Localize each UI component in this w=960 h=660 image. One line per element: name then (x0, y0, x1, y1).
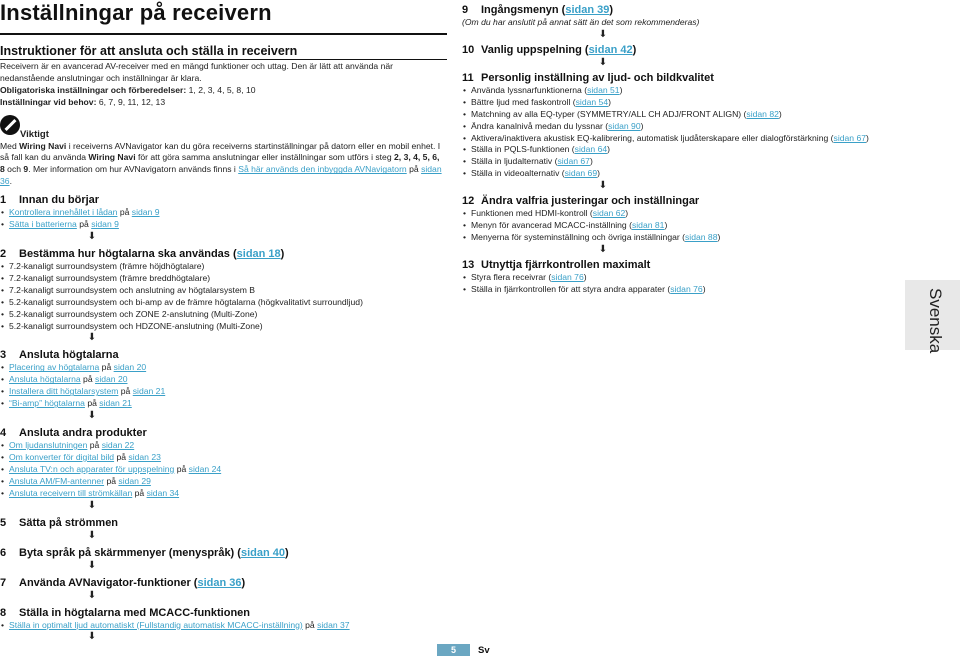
step-list (0, 261, 446, 332)
page-link[interactable]: sidan 82 (746, 108, 779, 119)
step-list (462, 208, 902, 244)
step-heading-6 (0, 547, 446, 560)
important-icon (0, 115, 20, 135)
step-number: 3 (0, 349, 7, 362)
link-connector: på (84, 398, 100, 409)
list-item (462, 109, 902, 121)
step-number: 11 (462, 71, 474, 84)
down-arrow-icon: ⬇ (87, 589, 97, 601)
item-text: 5.2-kanaligt surroundsystem och HDZONE-anslutning (Multi-Zone) (9, 320, 263, 331)
language-code: Sv (478, 644, 490, 656)
step-number: 1 (0, 194, 7, 207)
page-link[interactable]: sidan 54 (575, 96, 609, 107)
step-title: Ingångsmenyn ( (481, 4, 566, 16)
down-arrow-icon: ⬇ (598, 243, 608, 255)
item-text: 5.2-kanaligt surroundsystem och ZONE 2-anslutning (Multi-Zone) (9, 308, 258, 319)
link-connector: på (117, 207, 132, 218)
link-connector: på (114, 451, 129, 462)
as-needed-steps: 6, 7, 9, 11, 12, 13 (98, 96, 166, 107)
step-number: 12 (462, 195, 475, 208)
step-number: 13 (462, 258, 475, 271)
page-link[interactable]: sidan 76 (551, 271, 584, 282)
step-page-link[interactable]: sidan 39 (565, 4, 610, 16)
step-page-link[interactable]: sidan 40 (240, 546, 285, 559)
item-close: ) (589, 156, 593, 167)
page-link[interactable]: sidan 51 (587, 84, 620, 95)
page-link[interactable]: sidan 36 (0, 164, 442, 187)
step-page-link[interactable]: sidan 18 (236, 247, 281, 260)
list-item (0, 219, 446, 231)
item-text: Matchning av alla EQ-typer (SYMMETRY/ALL CH ADJ/FRONT ALIGN) ( (471, 108, 747, 119)
down-arrow-icon: ⬇ (87, 529, 97, 541)
page-number: 5 (437, 644, 470, 656)
item-text: Bättre ljud med faskontroll ( (471, 96, 576, 107)
list-item (0, 440, 446, 452)
link-connector: på (104, 475, 119, 486)
topic-link[interactable]: Ansluta högtalarna (9, 374, 81, 385)
left-steps (0, 194, 446, 642)
step-heading-10 (462, 44, 902, 57)
language-tab-label: Svenska (926, 288, 945, 354)
page-link[interactable]: sidan 9 (131, 207, 160, 218)
list-item (462, 284, 902, 296)
list-item (0, 452, 446, 464)
item-close: ) (866, 132, 869, 143)
page-link[interactable]: sidan 62 (592, 208, 626, 219)
subtitle-rule (0, 59, 447, 60)
step-title: Sätta på strömmen (19, 516, 119, 529)
page-link[interactable]: sidan 21 (132, 386, 166, 397)
list-item (0, 273, 446, 285)
step-title: Ändra valfria justeringar och inställningar (481, 195, 700, 208)
step-heading-1 (0, 194, 446, 207)
page-link[interactable]: sidan 67 (557, 156, 590, 167)
step-number: 5 (0, 516, 7, 529)
page-link[interactable]: sidan 37 (317, 619, 350, 630)
list-item (0, 285, 446, 297)
step-subtitle: (Om du har anslutit på annat sätt än det som rekommenderas) (462, 17, 700, 27)
item-text: 7.2-kanaligt surroundsystem (främre höjdhögtalare) (9, 260, 205, 271)
list-item (0, 297, 446, 309)
step-title: Byta språk på skärmmenyer (menyspråk) ( (19, 546, 241, 559)
step-heading-7 (0, 577, 446, 590)
note-title: Viktigt (20, 128, 49, 140)
avnavigator-link[interactable]: Så här används den inbyggda AVNavigatorn (238, 164, 407, 175)
step-list (0, 362, 446, 410)
step-heading-2 (0, 248, 446, 261)
list-item (0, 321, 446, 333)
step-heading-8 (0, 607, 446, 620)
list-item (0, 374, 446, 386)
item-close: ) (778, 108, 782, 119)
step-title-close: ) (241, 576, 246, 589)
required-steps: 1, 2, 3, 4, 5, 8, 10 (188, 84, 256, 95)
link-connector: på (99, 362, 114, 373)
page-link[interactable]: sidan 81 (631, 220, 665, 231)
down-arrow-icon: ⬇ (87, 230, 97, 242)
topic-link[interactable]: Placering av högtalarna (9, 362, 100, 373)
list-item (0, 620, 446, 632)
list-item (462, 168, 902, 180)
important-note (0, 115, 446, 189)
step-heading-3 (0, 349, 446, 362)
down-arrow-icon: ⬇ (87, 332, 97, 344)
link-connector: på (80, 374, 96, 385)
step-heading-9 (462, 4, 902, 17)
page-link[interactable]: sidan 34 (146, 487, 180, 498)
step-number: 7 (0, 576, 7, 589)
item-text: Menyn för avancerad MCACC-inställning ( (471, 220, 632, 231)
left-column (0, 61, 446, 642)
item-text: Ställa in PQLS-funktionen ( (471, 144, 575, 155)
topic-link[interactable]: Sätta i batterierna (9, 219, 77, 230)
topic-link[interactable]: Om konverter för digital bild (9, 451, 115, 462)
step-title-close: ) (284, 546, 289, 559)
list-item (0, 207, 446, 219)
step-number: 8 (0, 606, 7, 619)
list-item (462, 232, 902, 244)
list-item (0, 398, 446, 410)
step-title: Vanlig uppspelning ( (481, 43, 589, 56)
link-connector: på (76, 219, 92, 230)
language-tab (905, 280, 960, 354)
link-connector: på (132, 487, 147, 498)
step-page-link[interactable]: sidan 42 (588, 43, 633, 56)
step-heading-13 (462, 259, 902, 272)
page-link[interactable]: sidan 23 (128, 451, 161, 462)
step-title: Använda AVNavigator-funktioner ( (19, 576, 198, 589)
link-connector: på (118, 386, 133, 397)
topic-link[interactable]: Kontrollera innehållet i lådan (9, 207, 118, 218)
list-item (462, 220, 902, 232)
step-title: Personlig inställning av ljud- och bildkvalitet (481, 71, 714, 84)
step-number: 2 (0, 247, 7, 260)
step-number: 10 (462, 43, 475, 56)
link-connector: på (87, 440, 102, 451)
step-list (0, 207, 446, 231)
item-close: ) (702, 283, 706, 294)
list-item (462, 85, 902, 97)
page-link[interactable]: sidan 22 (101, 440, 135, 451)
down-arrow-icon: ⬇ (598, 180, 608, 192)
page-link[interactable]: sidan 64 (574, 144, 608, 155)
step-number: 6 (0, 546, 7, 559)
list-item (0, 476, 446, 488)
list-item (462, 97, 902, 109)
page-link[interactable]: sidan 24 (188, 463, 222, 474)
item-text: 7.2-kanaligt surroundsystem (främre breddhögtalare) (9, 272, 211, 283)
note-body: Med Wiring Navi i receiverns AVNavigator kan du göra receiverns startinställningar på datorn eller en mobil enhet. I så fall kan du använda Wiring Navi för att göra samma anslutningar eller inställningar som utförs i steg 2, 3, 4, 5, 6, 8 och 9. Mer information om hur AVNavigatorn används finns i Så här används den inbyggda AVNavigatorn på sidan 36. (0, 140, 442, 187)
item-text: Styra flera receivrar ( (471, 271, 552, 282)
topic-link[interactable]: Installera ditt högtalarsystem (9, 386, 119, 397)
step-title: Bestämma hur högtalarna ska användas ( (19, 247, 237, 260)
required-label: Obligatoriska inställningar och förberedelser: (0, 84, 187, 95)
item-text: Menyerna för systeminställning och övriga inställningar ( (471, 231, 685, 242)
topic-link[interactable]: Ansluta AM/FM-antenner (9, 475, 105, 486)
list-item (0, 261, 446, 273)
step-heading-4 (0, 427, 446, 440)
optional-settings (0, 97, 446, 109)
topic-link[interactable]: Ansluta receivern till strömkällan (9, 487, 133, 498)
item-close: ) (664, 220, 668, 231)
item-text: 5.2-kanaligt surroundsystem och bi-amp av de främre högtalarna (högkvalitativt surroundljud) (9, 296, 363, 307)
page-link[interactable]: sidan 69 (564, 168, 598, 179)
step-heading-11 (462, 72, 902, 85)
list-item (0, 464, 446, 476)
item-text: Ändra kanalnivå medan du lyssnar ( (471, 120, 609, 131)
step-title: Ställa in högtalarna med MCACC-funktionen (19, 606, 251, 619)
item-text: Använda lyssnarfunktionerna ( (471, 84, 588, 95)
list-item (462, 156, 902, 168)
right-steps (462, 4, 902, 296)
item-close: ) (583, 271, 587, 282)
step-title: Innan du börjar (19, 194, 100, 207)
down-arrow-icon: ⬇ (87, 631, 97, 643)
step-title: Utnyttja fjärrkontrollen maximalt (481, 258, 651, 271)
item-text: Aktivera/inaktivera akustisk EQ-kalibrering, automatisk ljudåterskapare eller dialogförstärkning ( (471, 132, 834, 143)
item-close: ) (608, 96, 611, 107)
link-connector: på (174, 463, 189, 474)
page-link[interactable]: sidan 9 (91, 219, 119, 230)
item-close: ) (597, 168, 600, 179)
step-list (0, 440, 446, 500)
section-subtitle: Instruktioner för att ansluta och ställa in receivern (0, 44, 298, 58)
list-item (0, 488, 446, 500)
down-arrow-icon: ⬇ (87, 559, 97, 571)
page-link[interactable]: sidan 20 (95, 374, 128, 385)
step-list (462, 272, 902, 296)
right-column (462, 0, 902, 296)
page-title: Inställningar på receivern (0, 0, 272, 25)
page-link[interactable]: sidan 20 (113, 362, 147, 373)
down-arrow-icon: ⬇ (87, 410, 97, 422)
page-link[interactable]: sidan 88 (685, 231, 718, 242)
step-title-close: ) (609, 4, 614, 16)
step-heading-5 (0, 517, 446, 530)
list-item (0, 309, 446, 321)
step-title: Ansluta andra produkter (19, 427, 147, 440)
page-link[interactable]: sidan 29 (118, 475, 151, 486)
intro-text: Receivern är en avancerad AV-receiver med en mängd funktioner och uttag. Den är lätt att använda när nedanstående anslutningar och inställningar är klara. (0, 61, 393, 83)
list-item (0, 362, 446, 374)
topic-link[interactable]: Ansluta TV:n och apparater för uppspelning (9, 463, 175, 474)
list-item (462, 121, 902, 133)
item-close: ) (717, 231, 721, 242)
step-heading-12 (462, 195, 902, 208)
step-number: 9 (462, 4, 469, 16)
item-text: 7.2-kanaligt surroundsystem och anslutning av högtalarsystem B (9, 284, 256, 295)
title-rule (0, 33, 447, 35)
required-settings (0, 85, 446, 97)
step-list (462, 85, 902, 180)
item-text: Ställa in fjärrkontrollen för att styra andra apparater ( (471, 283, 671, 294)
item-text: Ställa in ljudalternativ ( (471, 156, 558, 167)
page-footer (437, 644, 490, 656)
item-close: ) (640, 120, 644, 131)
step-title-close: ) (632, 43, 637, 56)
page-link[interactable]: sidan 90 (608, 120, 641, 131)
page-link[interactable]: sidan 67 (833, 132, 867, 143)
item-close: ) (619, 84, 623, 95)
as-needed-label: Inställningar vid behov: (0, 96, 97, 107)
step-title-close: ) (280, 247, 285, 260)
list-item (462, 208, 902, 220)
down-arrow-icon: ⬇ (598, 56, 608, 68)
list-item (462, 144, 902, 156)
topic-link[interactable]: Ställa in optimalt ljud automatiskt (Fullstandig automatisk MCACC-inställning) (9, 619, 303, 630)
item-close: ) (625, 208, 629, 219)
step-page-link[interactable]: sidan 36 (197, 576, 242, 589)
item-text: Funktionen med HDMI-kontroll ( (471, 208, 593, 219)
down-arrow-icon: ⬇ (87, 499, 97, 511)
list-item (0, 386, 446, 398)
page-link[interactable]: sidan 76 (670, 283, 703, 294)
topic-link[interactable]: “Bi-amp” högtalarna (9, 398, 85, 409)
link-connector: på (302, 619, 318, 630)
item-text: Ställa in videoalternativ ( (471, 168, 565, 179)
step-number: 4 (0, 427, 7, 440)
item-close: ) (607, 144, 611, 155)
step-title: Ansluta högtalarna (19, 349, 119, 362)
list-item (462, 133, 902, 145)
topic-link[interactable]: Om ljudanslutningen (9, 440, 88, 451)
down-arrow-icon: ⬇ (598, 28, 608, 40)
page-link[interactable]: sidan 21 (99, 398, 132, 409)
list-item (462, 272, 902, 284)
step-list (0, 620, 446, 632)
